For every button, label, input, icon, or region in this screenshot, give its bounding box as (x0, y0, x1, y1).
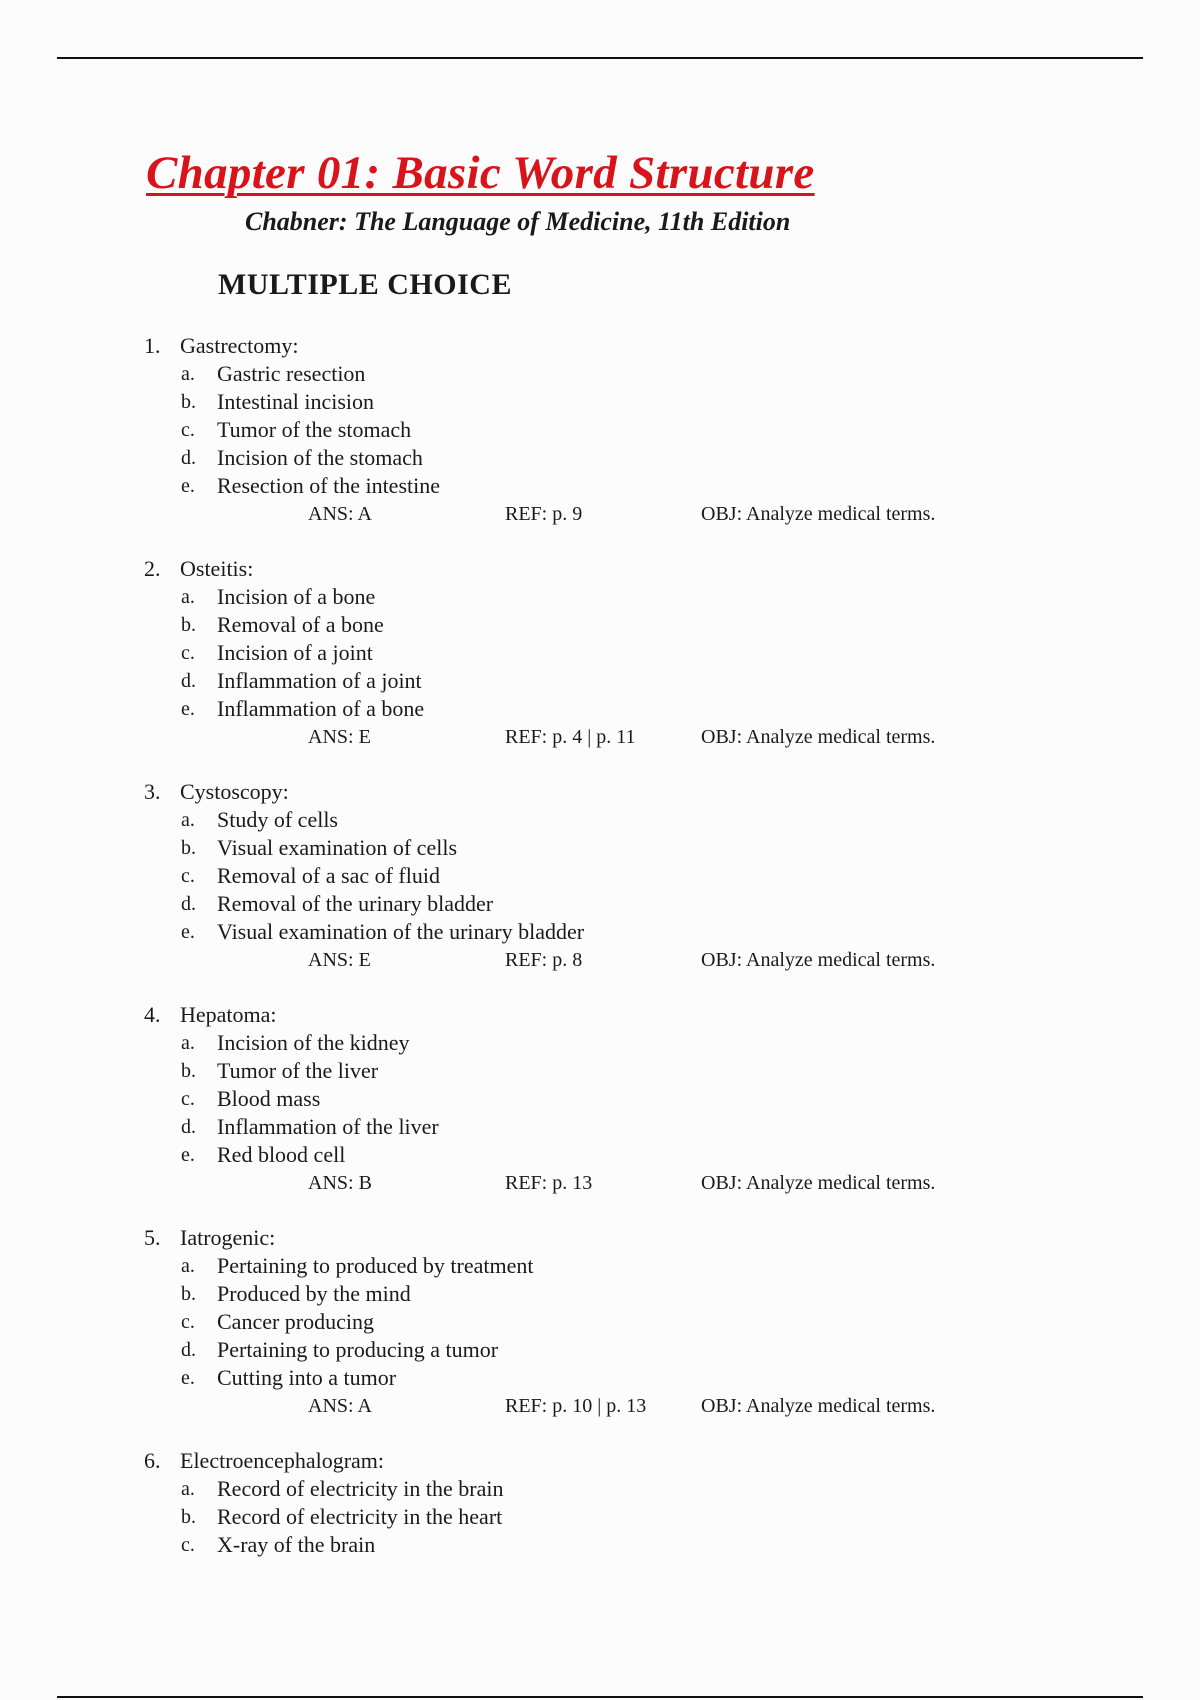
question-number: 6. (144, 1448, 161, 1473)
option-text: Inflammation of a bone (217, 696, 425, 721)
answer-option (0, 1475, 1200, 1503)
objective: OBJ: Analyze medical terms. (701, 1172, 936, 1194)
option-letter: b. (181, 614, 196, 636)
answer-option (0, 388, 1200, 416)
objective: OBJ: Analyze medical terms. (701, 503, 936, 525)
objective: OBJ: Analyze medical terms. (701, 1395, 936, 1417)
objective: OBJ: Analyze medical terms. (701, 949, 936, 971)
option-text: Red blood cell (217, 1142, 346, 1167)
question-number: 1. (144, 333, 161, 358)
option-letter: a. (181, 1478, 195, 1500)
option-text: Resection of the intestine (217, 473, 440, 498)
question-item (0, 332, 1200, 528)
option-letter: a. (181, 586, 195, 608)
option-letter: b. (181, 1506, 196, 1528)
option-letter: c. (181, 1088, 195, 1110)
option-text: Inflammation of the liver (217, 1114, 439, 1139)
answer-option (0, 1308, 1200, 1336)
question-stem-line (0, 1447, 1200, 1475)
option-letter: c. (181, 865, 195, 887)
option-text: Visual examination of the urinary bladder (217, 919, 585, 944)
question-stem-line (0, 1224, 1200, 1252)
option-letter: d. (181, 893, 196, 915)
question-stem-line (0, 778, 1200, 806)
option-letter: d. (181, 447, 196, 469)
answer-option (0, 1531, 1200, 1559)
question-stem-line (0, 1001, 1200, 1029)
answer-meta-line (0, 1392, 1200, 1420)
answer-meta-line (0, 500, 1200, 528)
option-text: Inflammation of a joint (217, 668, 422, 693)
option-letter: b. (181, 837, 196, 859)
option-letter: e. (181, 1144, 195, 1166)
option-letter: a. (181, 809, 195, 831)
option-text: Cutting into a tumor (217, 1365, 397, 1390)
bottom-rule (57, 1696, 1143, 1698)
option-text: Removal of a sac of fluid (217, 863, 440, 888)
option-text: X-ray of the brain (217, 1532, 376, 1557)
answer-option (0, 918, 1200, 946)
option-text: Record of electricity in the heart (217, 1504, 503, 1529)
answer-option (0, 1503, 1200, 1531)
answer-option (0, 360, 1200, 388)
option-letter: e. (181, 1367, 195, 1389)
page-reference: REF: p. 10 | p. 13 (505, 1395, 647, 1417)
page-reference: REF: p. 9 (505, 503, 583, 525)
answer-option (0, 695, 1200, 723)
question-item (0, 1447, 1200, 1559)
question-number: 3. (144, 779, 161, 804)
option-text: Cancer producing (217, 1309, 374, 1334)
option-letter: e. (181, 475, 195, 497)
option-text: Produced by the mind (217, 1281, 411, 1306)
option-text: Study of cells (217, 807, 338, 832)
question-stem-line (0, 332, 1200, 360)
answer-key: ANS: E (308, 949, 371, 971)
answer-option (0, 1364, 1200, 1392)
answer-option (0, 1141, 1200, 1169)
answer-option (0, 639, 1200, 667)
answer-option (0, 834, 1200, 862)
chapter-title: Chapter 01: Basic Word Structure (146, 147, 815, 199)
answer-option (0, 890, 1200, 918)
book-subtitle: Chabner: The Language of Medicine, 11th Edition (245, 207, 791, 236)
option-text: Tumor of the liver (217, 1058, 379, 1083)
question-item (0, 1224, 1200, 1420)
answer-meta-line (0, 1169, 1200, 1197)
option-text: Incision of the kidney (217, 1030, 410, 1055)
answer-option (0, 583, 1200, 611)
answer-option (0, 1280, 1200, 1308)
option-letter: c. (181, 1311, 195, 1333)
question-stem: Gastrectomy: (180, 333, 299, 358)
question-stem: Electroencephalogram: (180, 1448, 385, 1473)
question-stem: Hepatoma: (180, 1002, 277, 1027)
option-text: Incision of a joint (217, 640, 373, 665)
option-letter: d. (181, 1339, 196, 1361)
option-letter: e. (181, 698, 195, 720)
option-text: Blood mass (217, 1086, 321, 1111)
question-item (0, 555, 1200, 751)
question-stem: Iatrogenic: (180, 1225, 276, 1250)
option-letter: c. (181, 642, 195, 664)
option-letter: b. (181, 1283, 196, 1305)
option-text: Tumor of the stomach (217, 417, 412, 442)
option-text: Removal of the urinary bladder (217, 891, 494, 916)
answer-key: ANS: B (308, 1172, 372, 1194)
answer-option (0, 1252, 1200, 1280)
page-reference: REF: p. 13 (505, 1172, 593, 1194)
option-text: Gastric resection (217, 361, 366, 386)
option-text: Visual examination of cells (217, 835, 458, 860)
option-text: Removal of a bone (217, 612, 384, 637)
answer-option (0, 1113, 1200, 1141)
question-number: 4. (144, 1002, 161, 1027)
question-number: 5. (144, 1225, 161, 1250)
answer-option (0, 862, 1200, 890)
answer-option (0, 611, 1200, 639)
option-text: Intestinal incision (217, 389, 375, 414)
answer-option (0, 444, 1200, 472)
question-stem: Osteitis: (180, 556, 254, 581)
option-letter: b. (181, 1060, 196, 1082)
answer-meta-line (0, 723, 1200, 751)
answer-key: ANS: A (308, 1395, 372, 1417)
answer-option (0, 1057, 1200, 1085)
answer-option (0, 472, 1200, 500)
option-letter: d. (181, 670, 196, 692)
section-heading: MULTIPLE CHOICE (218, 268, 512, 301)
page-reference: REF: p. 4 | p. 11 (505, 726, 636, 748)
answer-option (0, 1336, 1200, 1364)
option-letter: b. (181, 391, 196, 413)
answer-key: ANS: A (308, 503, 372, 525)
answer-meta-line (0, 946, 1200, 974)
question-stem-line (0, 555, 1200, 583)
option-letter: a. (181, 1255, 195, 1277)
answer-option (0, 667, 1200, 695)
question-item (0, 778, 1200, 974)
top-rule (57, 57, 1143, 59)
option-letter: a. (181, 363, 195, 385)
option-letter: a. (181, 1032, 195, 1054)
option-letter: e. (181, 921, 195, 943)
answer-option (0, 416, 1200, 444)
option-letter: c. (181, 419, 195, 441)
option-text: Incision of a bone (217, 584, 376, 609)
objective: OBJ: Analyze medical terms. (701, 726, 936, 748)
option-text: Pertaining to producing a tumor (217, 1337, 499, 1362)
option-letter: d. (181, 1116, 196, 1138)
answer-option (0, 806, 1200, 834)
answer-option (0, 1085, 1200, 1113)
option-text: Incision of the stomach (217, 445, 423, 470)
question-number: 2. (144, 556, 161, 581)
question-list (0, 332, 1200, 1586)
answer-key: ANS: E (308, 726, 371, 748)
option-text: Record of electricity in the brain (217, 1476, 504, 1501)
option-letter: c. (181, 1534, 195, 1556)
answer-option (0, 1029, 1200, 1057)
option-text: Pertaining to produced by treatment (217, 1253, 534, 1278)
question-stem: Cystoscopy: (180, 779, 289, 804)
page-reference: REF: p. 8 (505, 949, 583, 971)
question-item (0, 1001, 1200, 1197)
